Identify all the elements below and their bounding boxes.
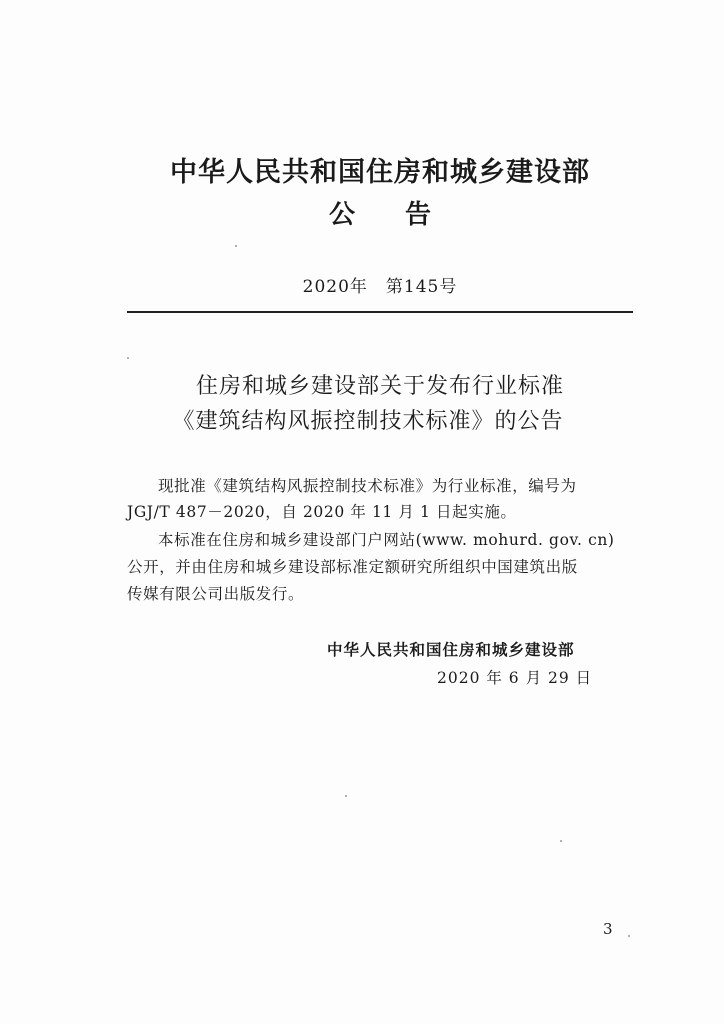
scan-speck: [628, 935, 630, 937]
ministry-title: 中华人民共和国住房和城乡建设部: [170, 157, 590, 188]
scan-speck: [127, 357, 129, 359]
signature-date: 2020 年 6 月 29 日: [437, 669, 593, 687]
body-line: 传媒有限公司出版发行。: [127, 585, 305, 603]
body-line: 公开，并由住房和城乡建设部标准定额研究所组织中国建筑出版: [127, 558, 578, 576]
notice-heading-line-2: 《建筑结构风振控制技术标准》的公告: [172, 409, 564, 434]
page-number: 3: [603, 920, 613, 938]
notice-title: 公告: [329, 200, 482, 230]
body-line: 本标准在住房和城乡建设部门户网站(www. mohurd. gov. cn): [158, 531, 615, 549]
scan-speck: [235, 245, 237, 247]
body-line: 现批准《建筑结构风振控制技术标准》为行业标准，编号为: [158, 477, 577, 495]
notice-heading-line-1: 住房和城乡建设部关于发布行业标准: [195, 374, 564, 399]
scan-speck: [560, 840, 562, 842]
scan-speck: [345, 795, 347, 797]
header-divider: [127, 311, 633, 313]
signature-organization: 中华人民共和国住房和城乡建设部: [327, 641, 575, 659]
body-line: JGJ/T 487－2020，自 2020 年 11 月 1 日起实施。: [127, 503, 517, 521]
issue-number: 2020年 第145号: [302, 277, 458, 297]
